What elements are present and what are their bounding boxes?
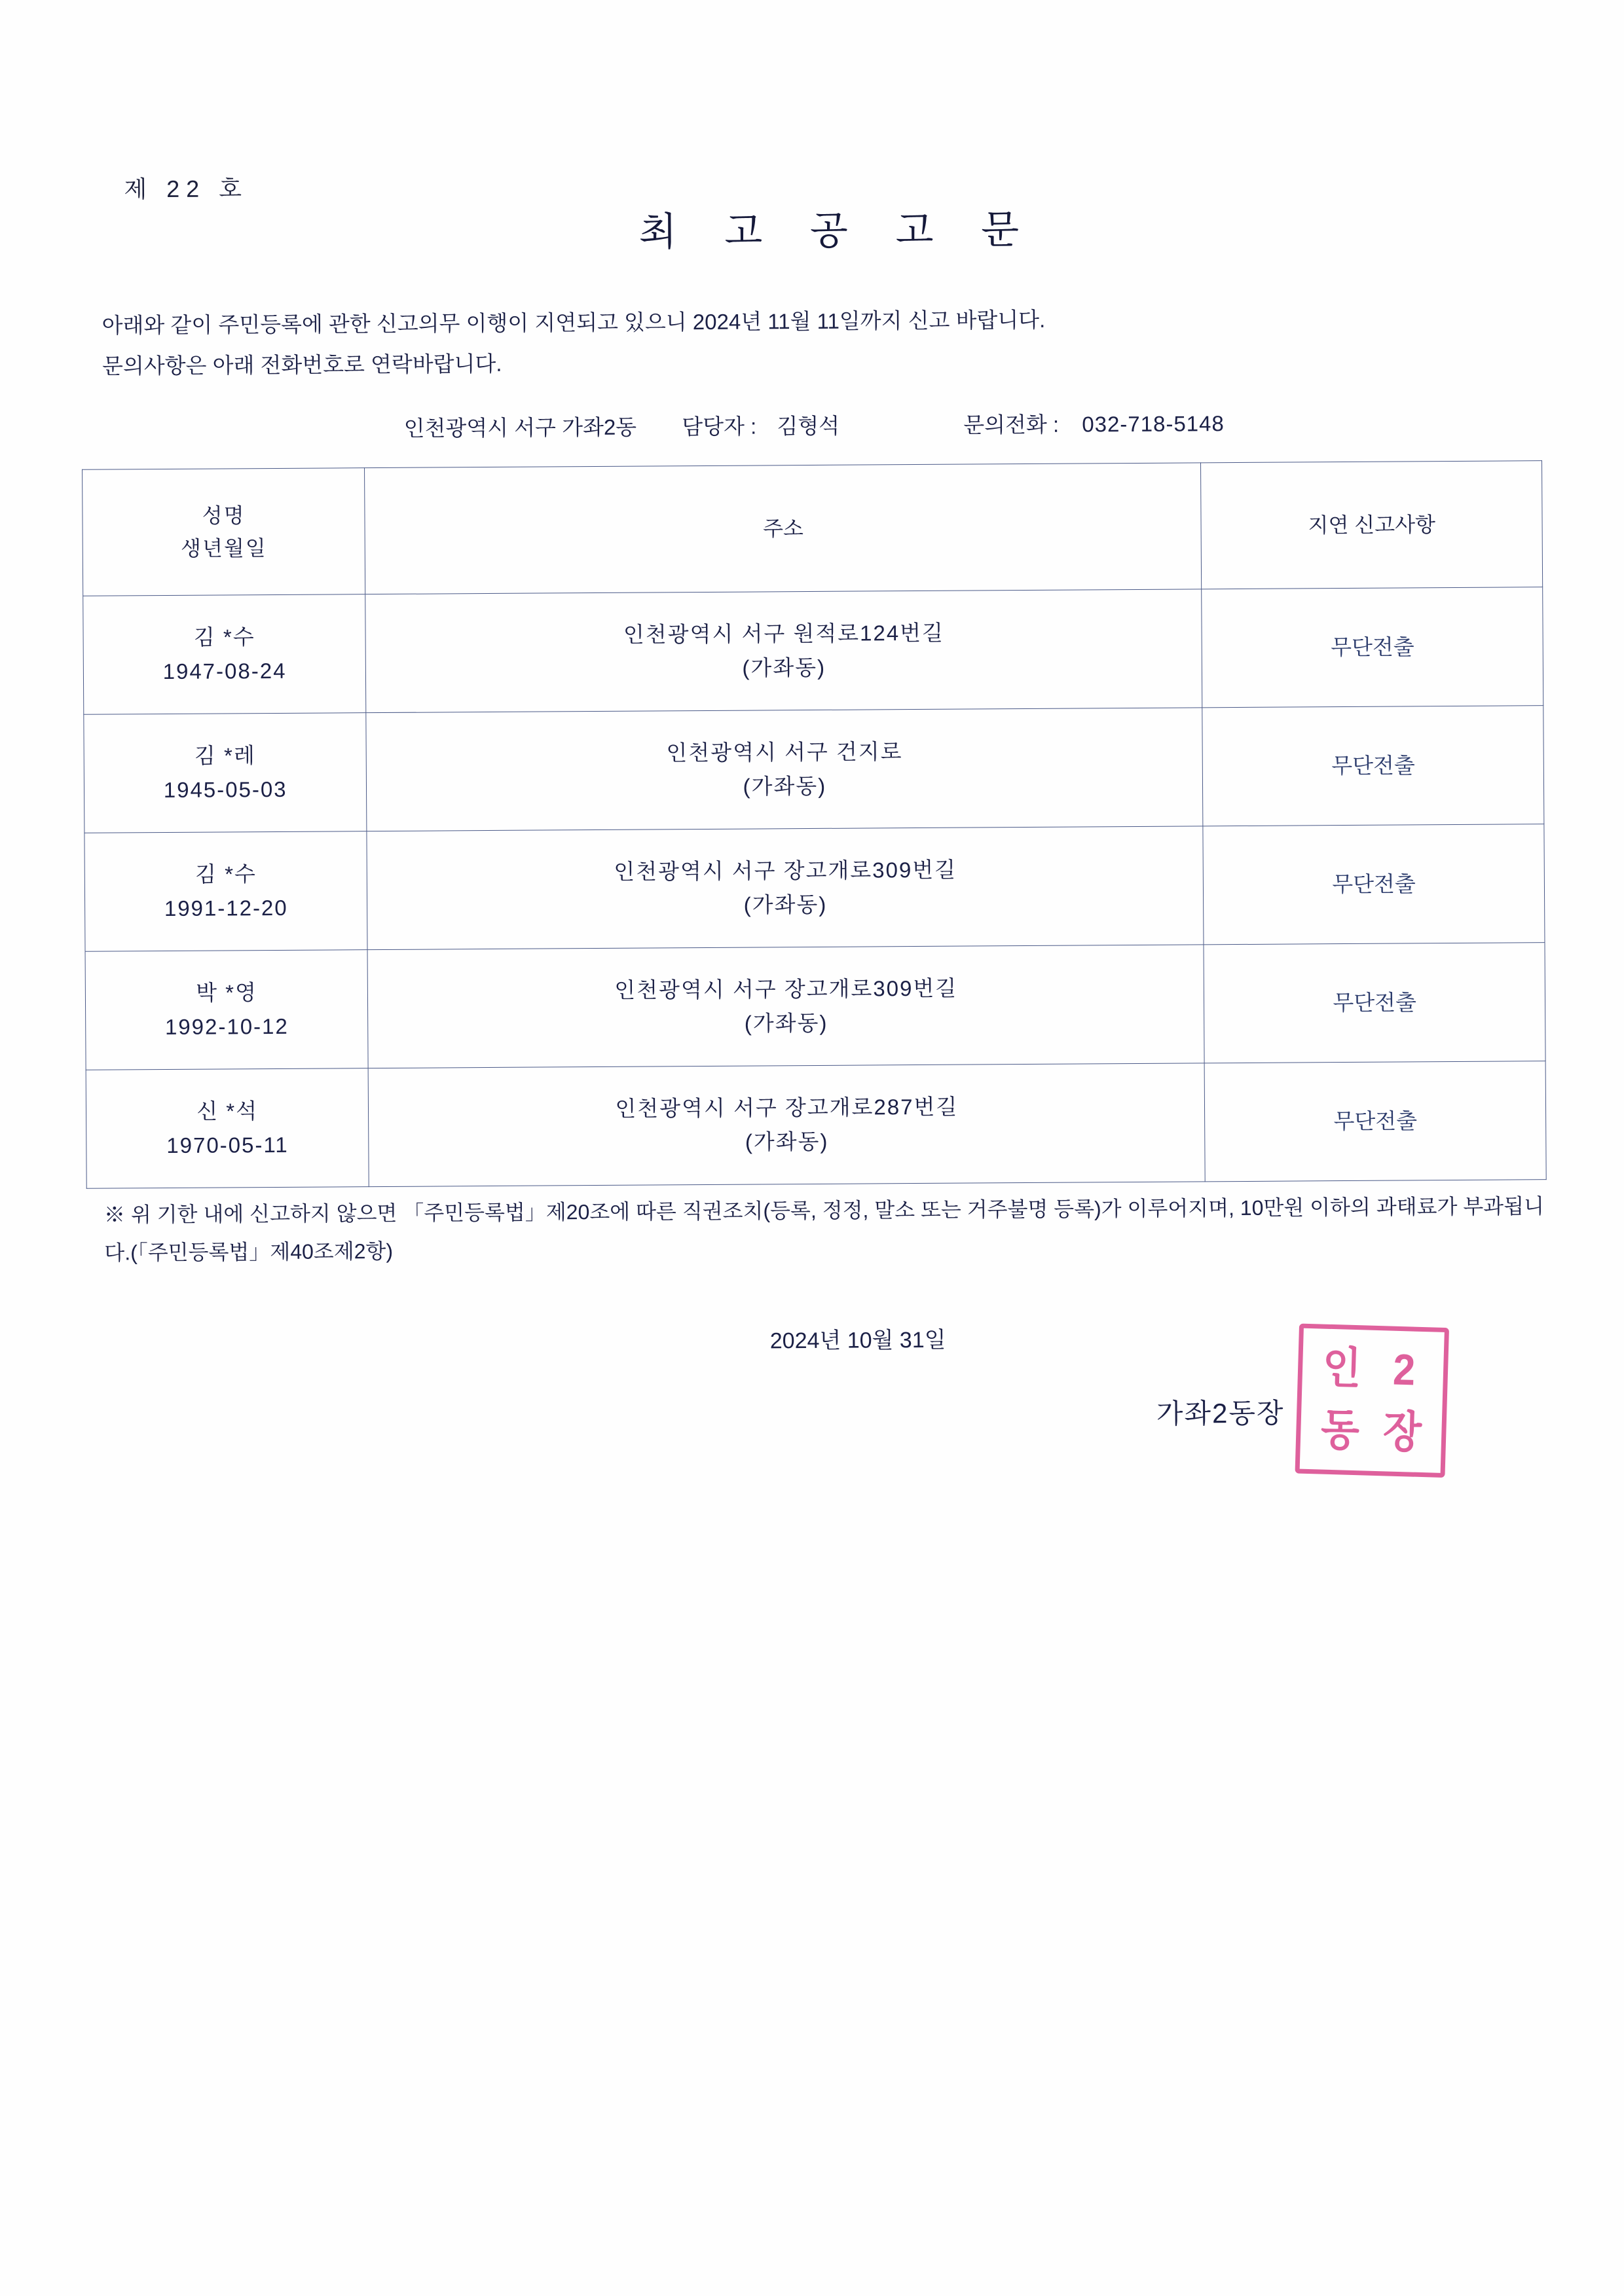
header-reason: 지연 신고사항 xyxy=(1201,461,1543,589)
seal-glyph-2: 2 xyxy=(1392,1345,1416,1395)
person-birthdate: 1945-05-03 xyxy=(163,776,287,803)
address-line-1: 인천광역시 서구 건지로 xyxy=(666,739,903,765)
cell-name xyxy=(86,1068,369,1189)
cell-address xyxy=(366,708,1203,831)
cell-name xyxy=(84,713,367,833)
table-row xyxy=(83,587,1543,715)
address-line-2: (가좌동) xyxy=(743,773,827,799)
cell-address xyxy=(367,945,1204,1068)
cell-reason xyxy=(1204,1061,1546,1182)
cell-reason xyxy=(1202,587,1543,708)
footnote-text: ※ 위 기한 내에 신고하지 않으면 「주민등록법」제20조에 따른 직권조치(등록, 정정, 말소 또는 거주불명 등록)가 이루어지며, 10만원 이하의 과태료가 부과됩니다.(「주민등록법」제40조제2항) xyxy=(103,1194,1545,1265)
person-birthdate: 1991-12-20 xyxy=(164,895,288,921)
intro-line-2: 문의사항은 아래 전화번호로 연락바랍니다. xyxy=(101,351,502,378)
reason-text: 무단전출 xyxy=(1331,753,1415,778)
address-line-2: (가좌동) xyxy=(744,1010,828,1036)
staff-name: 김형석 xyxy=(777,413,840,439)
seal-glyphs xyxy=(1308,1336,1436,1465)
table-row xyxy=(84,824,1545,952)
notice-table xyxy=(82,460,1547,1189)
signer-title: 가좌2동장 xyxy=(1156,1397,1285,1429)
address-line-1: 인천광역시 서구 장고개로309번길 xyxy=(614,857,957,884)
cell-reason xyxy=(1202,706,1544,826)
table-body xyxy=(83,587,1546,1189)
table-row xyxy=(85,943,1545,1070)
office-name: 인천광역시 서구 가좌2동 xyxy=(403,414,637,441)
cell-reason xyxy=(1203,824,1545,945)
person-name: 김 *수 xyxy=(193,625,255,649)
cell-address xyxy=(365,589,1202,713)
telephone-label: 문의전화 : xyxy=(963,412,1060,437)
cell-address xyxy=(367,826,1204,950)
document-number: 제 22 호 xyxy=(124,175,249,203)
person-birthdate: 1970-05-11 xyxy=(166,1132,289,1158)
header-name-line-1: 성명 xyxy=(202,503,246,528)
table-row xyxy=(86,1061,1546,1189)
intro-line-1: 아래와 같이 주민등록에 관한 신고의무 이행이 지연되고 있으니 2024년 11월 11일까지 신고 바랍니다. xyxy=(101,307,1046,338)
address-line-1: 인천광역시 서구 장고개로287번길 xyxy=(615,1094,959,1121)
intro-paragraph xyxy=(101,300,1045,387)
reason-text: 무단전출 xyxy=(1333,990,1417,1015)
address-line-2: (가좌동) xyxy=(745,1129,829,1154)
table-header xyxy=(83,461,1543,596)
header-address: 주소 xyxy=(365,463,1202,594)
address-line-2: (가좌동) xyxy=(742,655,826,680)
person-name: 박 *영 xyxy=(196,980,258,1005)
staff-label: 담당자 : xyxy=(682,414,757,439)
contact-line xyxy=(403,407,1224,443)
table-header-row xyxy=(83,461,1543,596)
person-name: 신 *석 xyxy=(196,1099,259,1123)
issue-date: 2024년 10월 31일 xyxy=(769,1327,946,1354)
telephone-number: 032-718-5148 xyxy=(1082,411,1225,437)
cell-name xyxy=(84,831,367,952)
reason-text: 무단전출 xyxy=(1331,634,1414,660)
page-title: 최 고 공 고 문 xyxy=(638,207,1038,254)
person-birthdate: 1992-10-12 xyxy=(164,1013,289,1040)
cell-name xyxy=(85,950,368,1070)
address-line-2: (가좌동) xyxy=(743,892,828,917)
table-row xyxy=(84,706,1544,833)
person-name: 김 *수 xyxy=(194,862,257,886)
reason-text: 무단전출 xyxy=(1332,871,1416,897)
address-line-1: 인천광역시 서구 장고개로309번길 xyxy=(614,975,958,1002)
seal-glyph-4: 장 xyxy=(1382,1407,1423,1458)
address-line-1: 인천광역시 서구 원적로124번길 xyxy=(623,620,945,647)
person-name: 김 *레 xyxy=(194,743,256,768)
person-birthdate: 1947-08-24 xyxy=(162,658,287,684)
cell-name xyxy=(83,594,366,715)
cell-address xyxy=(368,1063,1205,1187)
cell-reason xyxy=(1204,943,1545,1063)
header-name xyxy=(83,468,366,596)
header-name-line-2: 생년월일 xyxy=(181,536,267,560)
reason-text: 무단전출 xyxy=(1333,1108,1418,1134)
seal-glyph-1: 인 xyxy=(1321,1343,1362,1393)
seal-glyph-3: 동 xyxy=(1320,1405,1360,1456)
official-seal-stamp xyxy=(1295,1324,1449,1478)
